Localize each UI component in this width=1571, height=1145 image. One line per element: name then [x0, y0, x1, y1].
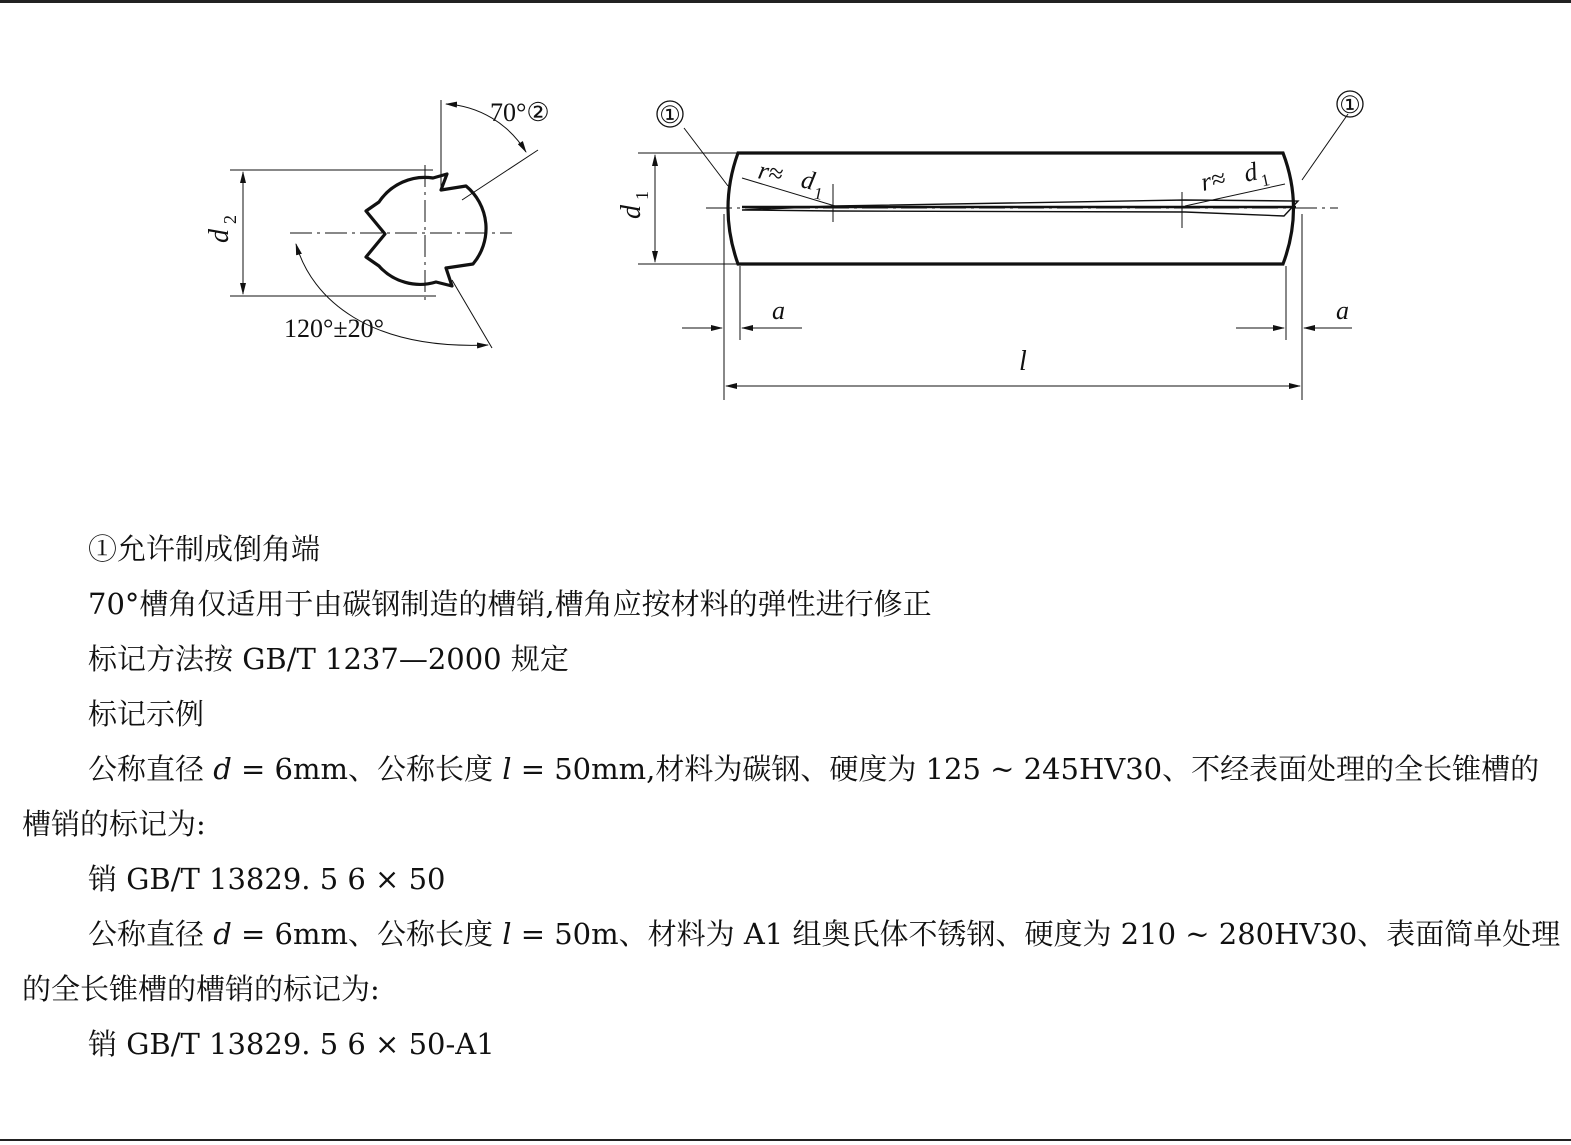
d2-label — [204, 215, 240, 243]
side-view — [638, 91, 1363, 400]
technical-drawing — [0, 0, 1571, 440]
svg-text:r≈: r≈ — [755, 155, 786, 189]
example-1-marking: 销 GB/T 13829. 5 6 × 50 — [88, 862, 446, 896]
bottom-rule — [0, 1139, 1571, 1141]
chamfer-right-label: a — [1336, 296, 1349, 325]
angle-70-extension-slant — [462, 150, 538, 200]
svg-text:d: d — [1241, 156, 1261, 188]
example-2-marking: 销 GB/T 13829. 5 6 × 50-A1 — [88, 1027, 495, 1061]
length-label: l — [1019, 346, 1027, 377]
note-marking-example-heading: 标记示例 — [88, 697, 205, 731]
svg-text:d: d — [798, 164, 818, 196]
callout-left-leader — [684, 128, 728, 186]
svg-text:2: 2 — [220, 215, 240, 224]
chamfer-left-label: a — [772, 296, 785, 325]
section-labels — [204, 98, 550, 343]
note-groove-angle: 70°槽角仅适用于由碳钢制造的槽销,槽角应按材料的弹性进行修正 — [88, 587, 932, 621]
svg-text:d: d — [616, 205, 647, 219]
example-2-description-continued: 的全长锥槽的槽销的标记为: — [22, 972, 380, 1006]
example-1-description: 公称直径 d = 6mm、公称长度 l = 50mm,材料为碳钢、硬度为 125 ~ 245HV30、不经表面处理的全长锥槽的 — [88, 752, 1540, 786]
radius-left-label — [755, 156, 828, 204]
callout-left-label: ① — [659, 103, 681, 129]
section-profile — [366, 174, 486, 286]
note-marking-method: 标记方法按 GB/T 1237—2000 规定 — [88, 642, 569, 676]
angle-120-label: 120°±20° — [284, 314, 385, 343]
svg-text:1: 1 — [1259, 170, 1272, 191]
svg-text:d: d — [204, 229, 235, 243]
callout-right-leader — [1302, 114, 1348, 180]
svg-text:r≈: r≈ — [1198, 163, 1229, 197]
section-view — [230, 100, 538, 348]
angle-120-extension — [452, 280, 492, 348]
angle-70-label: 70°② — [490, 98, 550, 127]
callout-right-label: ① — [1339, 93, 1361, 119]
note-chamfer: ①允许制成倒角端 — [88, 532, 321, 566]
svg-text:1: 1 — [632, 191, 652, 200]
example-1-description-continued: 槽销的标记为: — [22, 807, 206, 841]
example-2-description: 公称直径 d = 6mm、公称长度 l = 50m、材料为 A1 组奥氏体不锈钢、硬度为 210 ~ 280HV30、表面简单处理 — [88, 917, 1561, 951]
svg-text:1: 1 — [812, 183, 825, 204]
d1-label — [616, 191, 652, 219]
side-labels — [616, 93, 1361, 377]
